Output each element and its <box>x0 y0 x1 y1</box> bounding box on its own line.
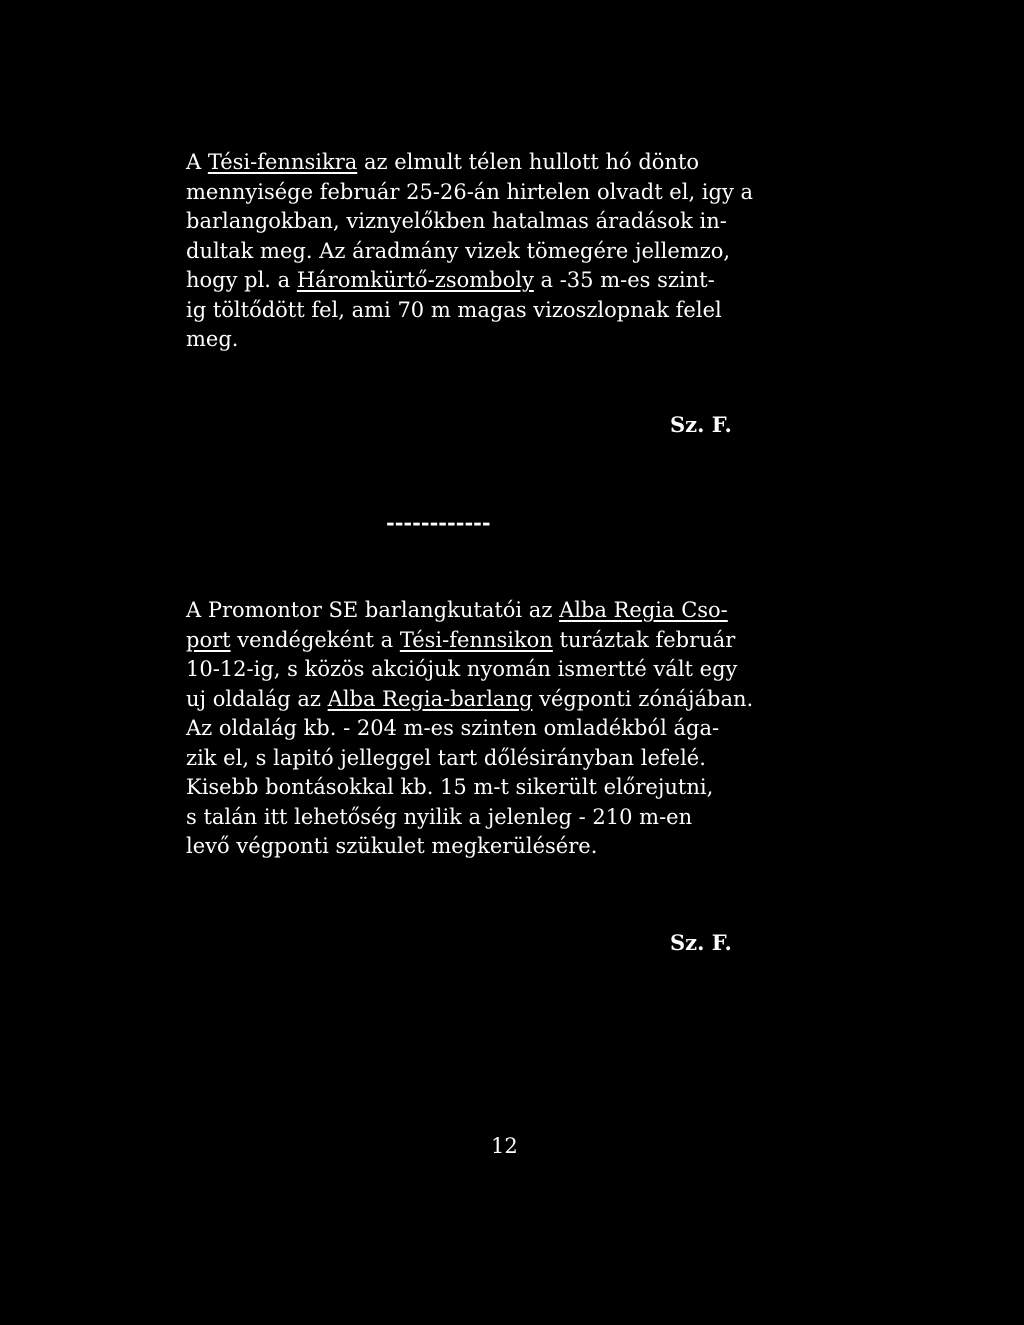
underlined-place-name: Alba Regia-barlang <box>327 686 533 711</box>
text-segment: A <box>186 150 208 174</box>
article-2-signature: Sz. F. <box>670 930 732 955</box>
text-segment: végponti zónájában. <box>532 686 754 711</box>
article-1-line: barlangokban, viznyelőkben hatalmas áradások in- <box>186 209 727 233</box>
article-2-line: s talán itt lehetőség nyilik a jelenleg - 210 m-en <box>186 804 693 829</box>
underlined-place-name: Tési-fennsikon <box>399 627 553 652</box>
underlined-place-name: Tési-fennsikra <box>207 150 358 174</box>
article-2-line: Kisebb bontásokkal kb. 15 m-t sikerült előrejutni, <box>186 775 714 799</box>
article-1-line: meg. <box>186 327 239 351</box>
section-separator: ------------ <box>386 510 491 535</box>
article-1-signature: Sz. F. <box>670 412 732 437</box>
article-2-line: Az oldalág kb. - 204 m-es szinten omladékból ága- <box>186 716 720 740</box>
article-2-line: 10-12-ig, s közös akciójuk nyomán ismertté vált egy <box>186 657 738 681</box>
text-segment: a -35 m-es szint- <box>533 268 715 292</box>
article-2-line <box>186 626 753 656</box>
text-segment: uj oldalág az <box>186 686 328 711</box>
article-2-line <box>186 596 753 626</box>
text-segment: az elmult télen hullott hó dönto <box>357 150 700 174</box>
underlined-place-name: Háromkürtő-zsomboly <box>296 268 534 292</box>
article-1-line: dultak meg. Az áradmány vizek tömegére jellemzo, <box>186 238 731 263</box>
text-segment: A Promontor SE barlangkutatói az <box>186 598 560 622</box>
article-1-paragraph <box>186 148 753 355</box>
article-1-line <box>186 148 753 178</box>
underlined-place-name: port <box>186 627 231 652</box>
page-number: 12 <box>491 1134 518 1158</box>
text-segment: turáztak február <box>552 627 736 652</box>
text-segment: vendégeként a <box>230 627 400 652</box>
article-2-line: levő végponti szükulet megkerülésére. <box>186 834 598 858</box>
article-2-paragraph <box>186 596 753 862</box>
article-1-line <box>186 266 753 296</box>
text-segment: hogy pl. a <box>186 268 297 292</box>
article-2-line <box>186 685 753 715</box>
article-2-line: zik el, s lapitó jelleggel tart dőlésirányban lefelé. <box>186 745 706 770</box>
article-1-line: mennyisége február 25-26-án hirtelen olvadt el, igy a <box>186 179 754 204</box>
article-1-line: ig töltődött fel, ami 70 m magas vizoszlopnak felel <box>186 297 722 322</box>
underlined-place-name: Alba Regia Cso- <box>559 598 728 622</box>
